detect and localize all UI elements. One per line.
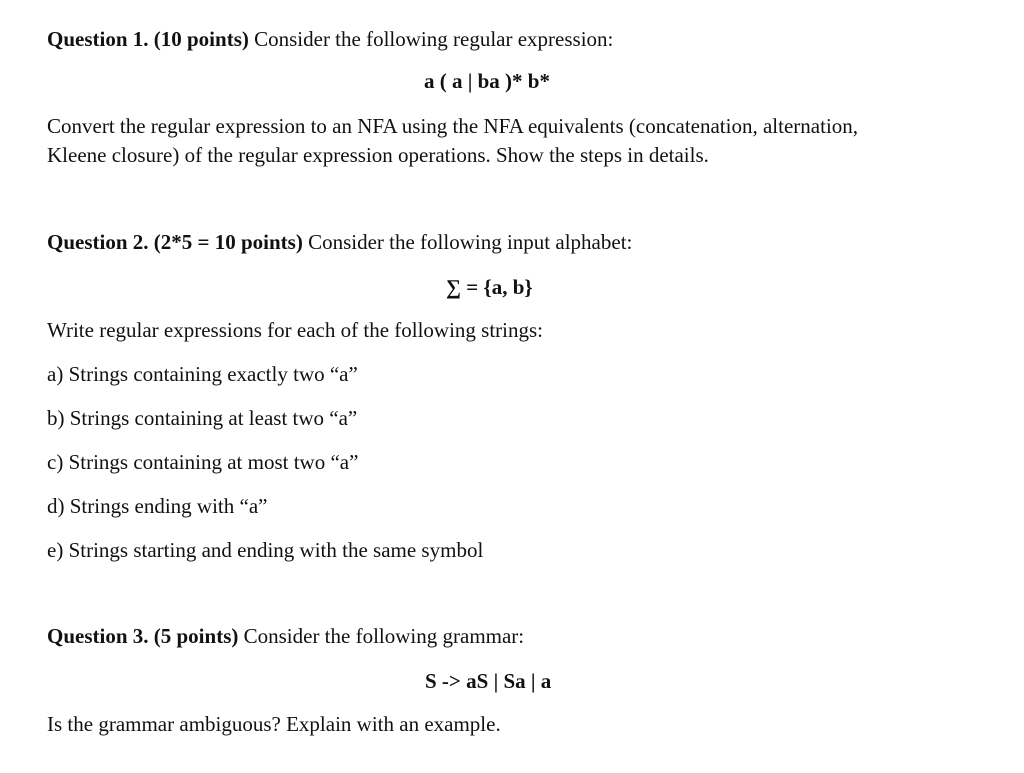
- question-2-title: [47, 232, 632, 253]
- question-2-item-e: e) Strings starting and ending with the same symbol: [47, 538, 484, 562]
- question-2-item-a: a) Strings containing exactly two “a”: [47, 362, 358, 386]
- question-1-heading: Question 1. (10 points): [47, 27, 249, 51]
- question-2-intro: Consider the following input alphabet:: [302, 230, 633, 254]
- question-2-item-c: c) Strings containing at most two “a”: [47, 450, 359, 474]
- question-1-body-line-2: Kleene closure) of the regular expression operations. Show the steps in details.: [47, 143, 709, 167]
- regular-expression: a ( a | ba )* b*: [424, 69, 550, 93]
- question-1-title: [47, 29, 613, 50]
- question-2-item-d: d) Strings ending with “a”: [47, 494, 268, 518]
- question-3-intro: Consider the following grammar:: [238, 624, 525, 648]
- question-3-question: Is the grammar ambiguous? Explain with an example.: [47, 712, 501, 736]
- question-2-item-b: b) Strings containing at least two “a”: [47, 406, 358, 430]
- question-3-title: [47, 626, 524, 647]
- question-2-instruction: Write regular expressions for each of the following strings:: [47, 318, 544, 342]
- question-1-intro: Consider the following regular expression:: [248, 27, 614, 51]
- question-2-heading: Question 2. (2*5 = 10 points): [47, 230, 303, 254]
- question-3-heading: Question 3. (5 points): [47, 624, 239, 648]
- grammar-rule: S -> aS | Sa | a: [425, 669, 552, 693]
- alphabet-definition: ∑ = {a, b}: [446, 275, 533, 299]
- question-1-body-line-1: Convert the regular expression to an NFA using the NFA equivalents (concatenation, alternation,: [47, 114, 859, 138]
